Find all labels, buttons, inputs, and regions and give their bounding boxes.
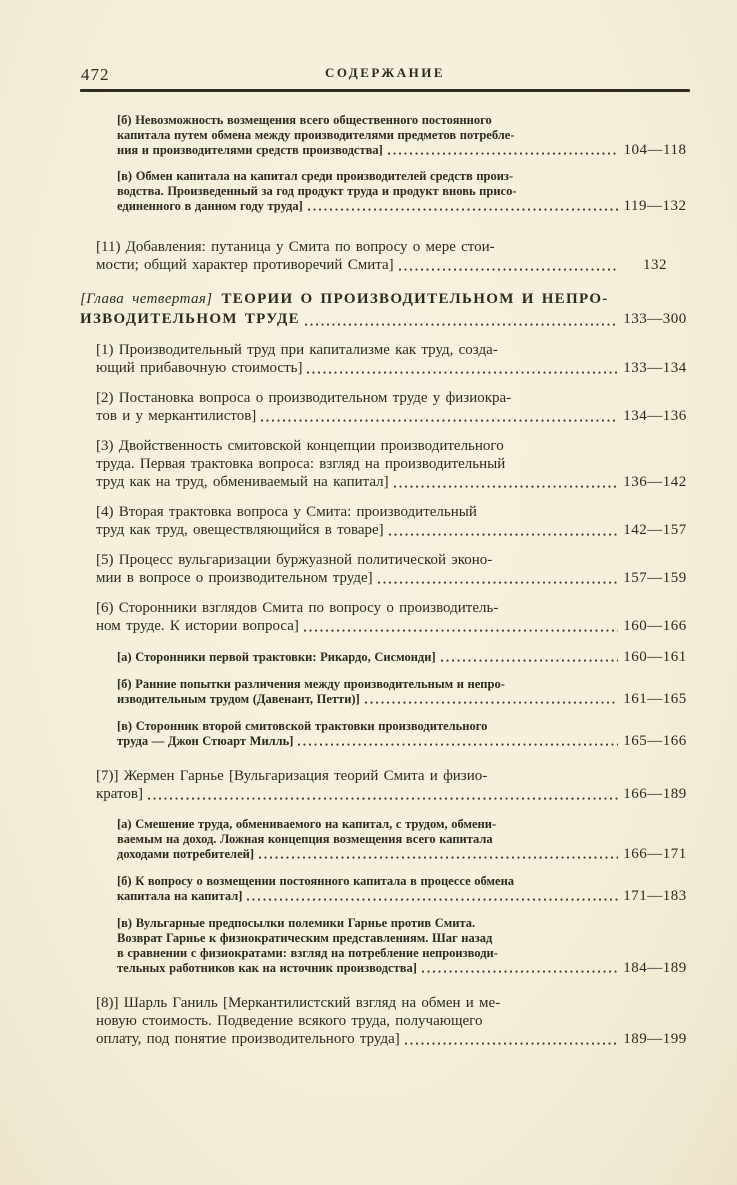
toc-entry — [117, 677, 690, 707]
dot-leader — [441, 658, 618, 662]
toc-entry-text: мии в вопросе о производительном труде] — [96, 570, 373, 586]
page-range: 104—118 — [623, 142, 687, 158]
toc-entry — [117, 169, 690, 214]
toc-entry-lastline — [117, 650, 690, 665]
toc-entry-lastline — [117, 734, 690, 749]
toc-entry-lastline — [117, 961, 690, 976]
toc-entry — [96, 238, 690, 274]
dot-leader — [405, 1041, 618, 1045]
toc-entry-text: ющий прибавочную стоимость] — [96, 360, 303, 376]
dot-leader — [389, 532, 618, 536]
dot-leader — [307, 370, 618, 374]
toc-entry-text: ИЗВОДИТЕЛЬНОМ ТРУДЕ — [80, 311, 300, 327]
toc-entry — [117, 874, 690, 904]
toc-entry — [117, 817, 690, 862]
toc-entry-lastline — [117, 692, 690, 707]
toc-entry-lastline — [96, 256, 690, 274]
page-range: 166—189 — [623, 786, 687, 802]
toc-entry-lastline — [117, 143, 690, 158]
toc-entry-lastline — [117, 847, 690, 862]
toc-entry — [96, 503, 690, 539]
toc-entry-line: капитала путем обмена между производителями предметов потребле- — [117, 128, 515, 142]
toc-entry-line: в сравнении с физиократами: взгляд на потребление непроизводи- — [117, 946, 498, 960]
toc-entry-line: [7)] Жермен Гарнье [Вульгаризация теорий Смита и физио- — [96, 768, 488, 784]
toc-entry-line: [а) Смешение труда, обмениваемого на капитал, с трудом, обмени- — [117, 817, 497, 831]
toc-entry-text: изводительным трудом (Давенант, Петти)] — [117, 692, 360, 706]
page-range: 133—134 — [623, 360, 687, 376]
toc-entry — [117, 113, 690, 158]
toc-entry-text: труд как труд, овеществляющийся в товаре] — [96, 522, 384, 538]
toc-entry — [96, 767, 690, 803]
dot-leader — [305, 322, 618, 326]
toc-entry-line: [2) Постановка вопроса о производительном труде у физиокра- — [96, 390, 512, 406]
dot-leader — [247, 897, 618, 901]
toc-entry-line: [8)] Шарль Ганиль [Меркантилистский взгляд на обмен и ме- — [96, 995, 501, 1011]
dot-leader — [399, 267, 618, 271]
toc-entry-lastline — [117, 199, 690, 214]
toc-entry — [96, 551, 690, 587]
contents-title: СОДЕРЖАНИЕ — [324, 65, 446, 80]
toc-entry-line: труда. Первая трактовка вопроса: взгляд на производительный — [96, 456, 506, 472]
page-range: 157—159 — [623, 570, 687, 586]
toc-entry-text: ном труде. К истории вопроса] — [96, 618, 299, 634]
toc-entry-line: [6) Сторонники взглядов Смита по вопросу о производитель- — [96, 600, 499, 616]
toc-entry-line: [б) Ранние попытки различения между производительным и непро- — [117, 677, 505, 691]
toc-entry-lastline — [96, 521, 690, 539]
toc-entry-line: [11) Добавления: путаница у Смита по вопросу о мере стои- — [96, 239, 495, 255]
toc-entry-line: [3) Двойственность смитовской концепции производительного — [96, 438, 504, 454]
page-range: 136—142 — [623, 474, 687, 490]
dot-leader — [422, 969, 618, 973]
page-range: 171—183 — [623, 888, 687, 904]
toc-entry-lastline — [96, 359, 690, 377]
toc-entry-line: [Глава четвертая] ТЕОРИИ О ПРОИЗВОДИТЕЛЬНОМ И НЕПРО- — [80, 291, 609, 307]
dot-leader — [148, 796, 618, 800]
toc-entry-line: водства. Произведенный за год продукт труда и продукт вновь присо- — [117, 184, 517, 198]
toc-entry-text: тов и у меркантилистов] — [96, 408, 257, 424]
toc-entry — [117, 650, 690, 665]
toc-entry-text: ния и производителями средств производства] — [117, 143, 383, 157]
toc-entry — [96, 437, 690, 491]
dot-leader — [394, 484, 618, 488]
page-range: 184—189 — [623, 960, 687, 976]
dot-leader — [261, 418, 618, 422]
dot-leader — [378, 580, 618, 584]
dot-leader — [308, 207, 618, 211]
toc-entry-lastline — [80, 309, 690, 329]
toc-entry — [96, 994, 690, 1048]
page-content — [80, 0, 690, 1185]
page-range: 132 — [643, 257, 667, 273]
toc-entry-line: ваемым на доход. Ложная концепция возмещения всего капитала — [117, 832, 493, 846]
dot-leader — [365, 700, 618, 704]
toc-entry-line: [5) Процесс вульгаризации буржуазной политической эконо- — [96, 552, 493, 568]
toc-entry-lastline — [96, 473, 690, 491]
toc-entry-text: единенного в данном году труда] — [117, 199, 303, 213]
toc-entry-text: кратов] — [96, 786, 143, 802]
toc-entry-line: [1) Производительный труд при капитализме как труд, созда- — [96, 342, 498, 358]
toc-entry-lastline — [96, 569, 690, 587]
page-range: 165—166 — [623, 733, 687, 749]
page-range: 160—161 — [623, 649, 687, 665]
dot-leader — [298, 742, 618, 746]
toc-entry — [96, 389, 690, 425]
page-number: 472 — [81, 65, 110, 84]
toc-entry-text: труда — Джон Стюарт Милль] — [117, 734, 294, 748]
toc-entry-text: труд как на труд, обмениваемый на капитал] — [96, 474, 389, 490]
toc-entry-line: [б) Невозможность возмещения всего общественного постоянного — [117, 113, 492, 127]
toc-entry-text: мости; общий характер противоречий Смита] — [96, 257, 394, 273]
toc-entries — [80, 92, 690, 1048]
page-range: 134—136 — [623, 408, 687, 424]
page-range: 133—300 — [623, 311, 687, 327]
page-range: 189—199 — [623, 1031, 687, 1047]
page-range: 160—166 — [623, 618, 687, 634]
running-head — [80, 0, 690, 82]
page-range: 119—132 — [623, 198, 687, 214]
dot-leader — [259, 855, 618, 859]
toc-entry-text: капитала на капитал] — [117, 889, 243, 903]
toc-entry-text: [а) Сторонники первой трактовки: Рикардо, Сисмонди] — [117, 650, 436, 664]
toc-entry — [117, 916, 690, 976]
toc-entry-line: Возврат Гарнье к физиократическим представлениям. Шаг назад — [117, 931, 493, 945]
chapter-label-italic: [Глава четвертая] — [80, 291, 213, 307]
toc-entry-lastline — [96, 617, 690, 635]
toc-entry-lastline — [117, 889, 690, 904]
toc-entry-lastline — [96, 407, 690, 425]
page-range: 161—165 — [623, 691, 687, 707]
toc-entry-line: [б) К вопросу о возмещении постоянного капитала в процессе обмена — [117, 874, 515, 888]
dot-leader — [304, 628, 618, 632]
toc-entry-line: [в) Вульгарные предпосылки полемики Гарнье против Смита. — [117, 916, 476, 930]
toc-entry-text: доходами потребителей] — [117, 847, 254, 861]
toc-entry — [117, 719, 690, 749]
toc-entry-line: [в) Обмен капитала на капитал среди производителей средств произ- — [117, 169, 514, 183]
toc-entry-lastline — [96, 785, 690, 803]
dot-leader — [388, 151, 618, 155]
toc-entry — [80, 289, 690, 329]
toc-entry-line: новую стоимость. Подведение всякого труда, получающего — [96, 1013, 483, 1029]
toc-entry-text: тельных работников как на источник производства] — [117, 961, 417, 975]
page-range: 142—157 — [623, 522, 687, 538]
toc-entry-text: оплату, под понятие производительного труда] — [96, 1031, 400, 1047]
page-range: 166—171 — [623, 846, 687, 862]
toc-entry — [96, 341, 690, 377]
toc-entry — [96, 599, 690, 635]
toc-entry-lastline — [96, 1030, 690, 1048]
toc-entry-line: [4) Вторая трактовка вопроса у Смита: производительный — [96, 504, 477, 520]
toc-entry-line: [в) Сторонник второй смитовской трактовки производительного — [117, 719, 488, 733]
